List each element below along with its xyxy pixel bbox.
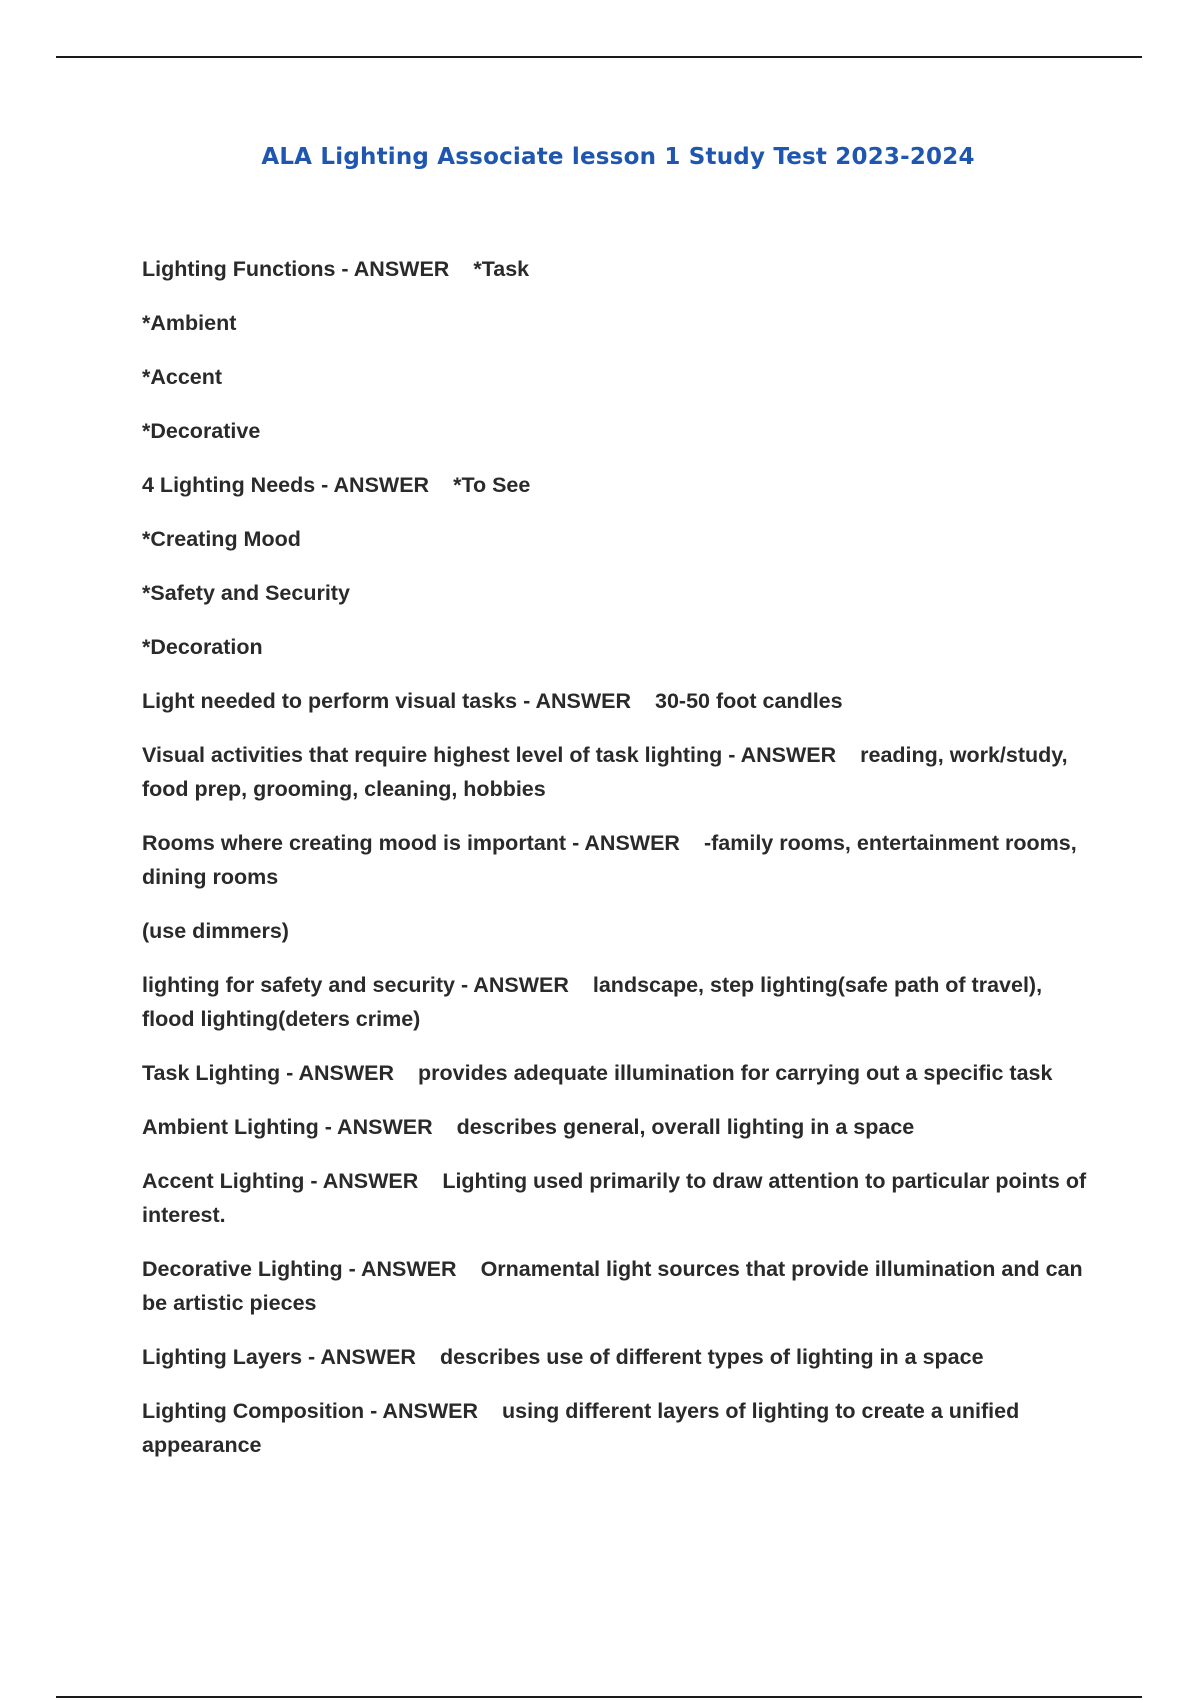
question: Accent Lighting - ANSWER [142, 1169, 419, 1193]
question: Visual activities that require highest level of task lighting - ANSWER [142, 743, 837, 767]
answer: Ornamental light sources that provide illumination and can be artistic pieces [142, 1257, 1083, 1315]
answer: (use dimmers) [142, 919, 289, 943]
question: Light needed to perform visual tasks - ANSWER [142, 689, 631, 713]
answer: provides adequate illumination for carrying out a specific task [418, 1061, 1053, 1085]
question: 4 Lighting Needs - ANSWER [142, 473, 430, 497]
answer: *Ambient [142, 311, 237, 335]
answer: *Accent [142, 365, 223, 389]
qa-item [142, 306, 1087, 340]
question: Lighting Functions - ANSWER [142, 257, 450, 281]
qa-list [142, 252, 1087, 1482]
qa-item [142, 684, 1087, 718]
qa-item [142, 826, 1087, 894]
answer: 30-50 foot candles [655, 689, 843, 713]
answer: Lighting used primarily to draw attention to particular points of interest. [142, 1169, 1087, 1227]
qa-item [142, 1340, 1087, 1374]
question: Decorative Lighting - ANSWER [142, 1257, 457, 1281]
qa-item [142, 738, 1087, 806]
answer: landscape, step lighting(safe path of travel), flood lighting(deters crime) [142, 973, 1043, 1031]
qa-item [142, 1110, 1087, 1144]
qa-item [142, 914, 1087, 948]
qa-item [142, 1394, 1087, 1462]
qa-item [142, 360, 1087, 394]
answer: *Decorative [142, 419, 261, 443]
answer: *Task [473, 257, 530, 281]
qa-item [142, 522, 1087, 556]
answer: *Creating Mood [142, 527, 301, 551]
question: Task Lighting - ANSWER [142, 1061, 395, 1085]
qa-item [142, 252, 1087, 286]
qa-item [142, 1056, 1087, 1090]
document-title: ALA Lighting Associate lesson 1 Study Test 2023-2024 [261, 144, 975, 170]
question: Lighting Layers - ANSWER [142, 1345, 416, 1369]
question: Ambient Lighting - ANSWER [142, 1115, 433, 1139]
qa-item [142, 414, 1087, 448]
answer: *To See [453, 473, 531, 497]
question: lighting for safety and security - ANSWER [142, 973, 569, 997]
answer: *Decoration [142, 635, 263, 659]
question: Rooms where creating mood is important - ANSWER [142, 831, 680, 855]
answer: *Safety and Security [142, 581, 350, 605]
top-rule [56, 56, 1142, 58]
answer: describes general, overall lighting in a space [456, 1115, 915, 1139]
question: Lighting Composition - ANSWER [142, 1399, 478, 1423]
qa-item [142, 1164, 1087, 1232]
qa-item [142, 1252, 1087, 1320]
answer: -family rooms, entertainment rooms, dining rooms [142, 831, 1077, 889]
qa-item [142, 468, 1087, 502]
answer: reading, work/study, food prep, grooming, cleaning, hobbies [142, 743, 1068, 801]
qa-item [142, 968, 1087, 1036]
qa-item [142, 630, 1087, 664]
answer: describes use of different types of lighting in a space [439, 1345, 984, 1369]
answer: using different layers of lighting to create a unified appearance [142, 1399, 1020, 1457]
qa-item [142, 576, 1087, 610]
bottom-rule [56, 1696, 1142, 1698]
